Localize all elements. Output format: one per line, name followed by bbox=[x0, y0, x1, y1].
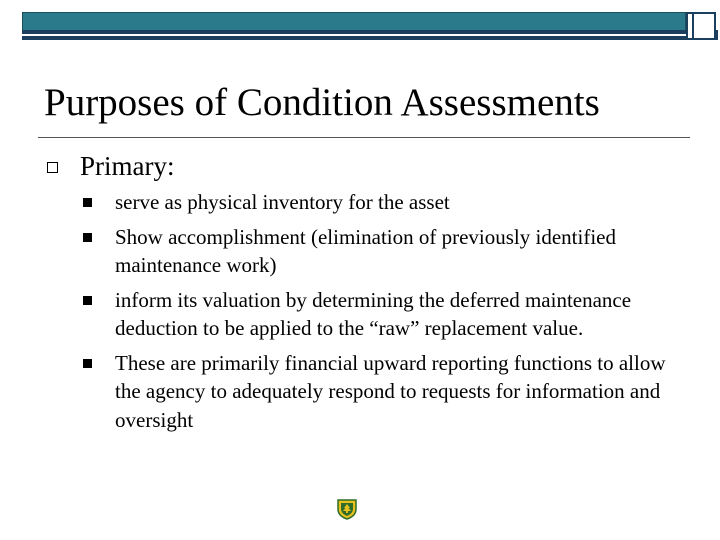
bullet-text: Show accomplishment (elimination of previously identified maintenance work) bbox=[115, 224, 616, 277]
header-corner-box bbox=[686, 12, 716, 40]
bullet-text: These are primarily financial upward reporting functions to allow the agency to adequately respond to requests for information and oversight bbox=[115, 350, 666, 432]
title-rule bbox=[38, 137, 690, 138]
bullet-text: serve as physical inventory for the asset bbox=[115, 190, 450, 214]
header-band-divider bbox=[22, 34, 686, 36]
hollow-square-bullet-icon bbox=[47, 162, 58, 173]
list-item bbox=[79, 188, 679, 217]
usfs-shield-icon bbox=[336, 498, 358, 520]
slide-title: Purposes of Condition Assessments bbox=[44, 81, 600, 124]
list-item bbox=[79, 223, 679, 280]
square-bullet-icon bbox=[83, 296, 92, 305]
square-bullet-icon bbox=[83, 233, 92, 242]
square-bullet-icon bbox=[83, 359, 92, 368]
square-bullet-icon bbox=[83, 198, 92, 207]
list-item bbox=[79, 286, 679, 343]
primary-label: Primary: bbox=[80, 151, 175, 181]
bullet-text: inform its valuation by determining the deferred maintenance deduction to be applied to the “raw” replacement value. bbox=[115, 287, 632, 340]
list-item bbox=[79, 349, 679, 435]
bullet-list bbox=[79, 188, 679, 440]
